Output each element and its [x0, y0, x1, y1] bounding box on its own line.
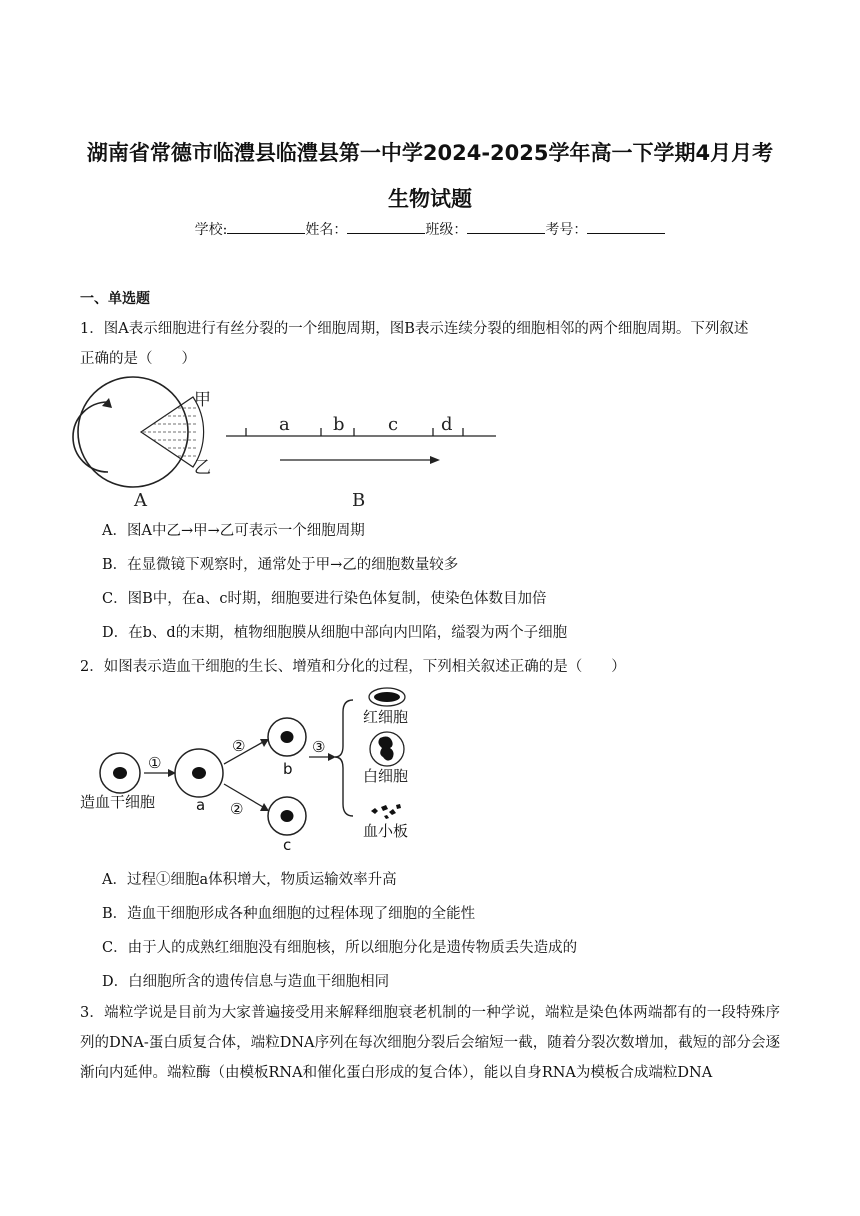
rbc-label: 红细胞	[363, 708, 409, 726]
label-yi: 乙	[194, 458, 211, 478]
label-A: A	[134, 490, 147, 511]
step1-label: ①	[148, 754, 162, 772]
q2-stem: 2．如图表示造血干细胞的生长、增殖和分化的过程，下列相关叙述正确的是（ ）	[80, 659, 626, 675]
step2-down-label: ②	[230, 800, 244, 818]
q1-option-c[interactable]: C．图B中，在a、c时期，细胞要进行染色体复制，使染色体数目加倍	[102, 591, 547, 607]
label-jia: 甲	[194, 390, 211, 410]
class-blank[interactable]	[467, 221, 545, 234]
wbc-label: 白细胞	[363, 767, 409, 785]
segment-a: a	[279, 414, 290, 435]
school-blank[interactable]	[227, 221, 305, 234]
q1-stem-line1: 1．图A表示细胞进行有丝分裂的一个细胞周期，图B表示连续分裂的细胞相邻的两个细胞周期。下列叙述	[80, 321, 749, 337]
q2-option-b[interactable]: B．造血干细胞形成各种血细胞的过程体现了细胞的全能性	[102, 906, 476, 922]
name-label: 姓名：	[305, 222, 348, 238]
name-blank[interactable]	[347, 221, 425, 234]
q1-option-a[interactable]: A．图A中乙→甲→乙可表示一个细胞周期	[102, 523, 365, 539]
section-heading: 一、单选题	[80, 291, 150, 307]
cell-c-label: c	[283, 836, 292, 854]
exam-no-blank[interactable]	[587, 221, 665, 234]
platelets	[371, 804, 401, 819]
exam-title-line2: 生物试题	[388, 187, 472, 211]
segment-c: c	[388, 414, 399, 435]
q2-figure	[78, 684, 438, 854]
exam-title-line1: 湖南省常德市临澧县临澧县第一中学2024-2025学年高一下学期4月月考	[86, 141, 774, 165]
class-label: 班级：	[425, 222, 468, 238]
platelet-label: 血小板	[363, 822, 409, 840]
q1-figure	[78, 384, 508, 514]
q1-option-b[interactable]: B．在显微镜下观察时，通常处于甲→乙的细胞数量较多	[102, 557, 459, 573]
q2-option-d[interactable]: D．白细胞所含的遗传信息与造血干细胞相同	[102, 974, 390, 990]
q2-option-c[interactable]: C．由于人的成熟红细胞没有细胞核，所以细胞分化是遗传物质丢失造成的	[102, 940, 578, 956]
segment-b: b	[333, 414, 345, 435]
exam-no-label: 考号：	[545, 222, 588, 238]
cell-cycle-circle	[78, 377, 188, 487]
segment-d: d	[441, 414, 453, 435]
q1-option-d[interactable]: D．在b、d的末期，植物细胞膜从细胞中部向内凹陷，缢裂为两个子细胞	[102, 625, 568, 641]
cell-a-label: a	[196, 796, 206, 814]
step2-up-label: ②	[232, 737, 246, 755]
student-info-row	[0, 219, 860, 239]
cell-b-label: b	[283, 760, 293, 778]
school-label: 学校:	[194, 222, 228, 238]
q1-stem-line2: 正确的是（ ）	[80, 351, 196, 367]
q3-stem: 3．端粒学说是目前为大家普遍接受用来解释细胞衰老机制的一种学说，端粒是染色体两端都有的一段特殊序列的DNA-蛋白质复合体，端粒DNA序列在每次细胞分裂后会缩短一截，随着分裂次数增加，截短的部分会逐渐向内延伸。端粒酶（由模板RNA和催化蛋白形成的复合体），能以自身RNA为模板合成端粒DNA	[80, 1005, 780, 1081]
label-B: B	[352, 490, 366, 511]
q2-option-a[interactable]: A．过程①细胞a体积增大，物质运输效率升高	[102, 872, 397, 888]
stem-cell-label: 造血干细胞	[80, 793, 156, 811]
step3-label: ③	[312, 738, 326, 756]
branch-brace	[335, 700, 353, 816]
